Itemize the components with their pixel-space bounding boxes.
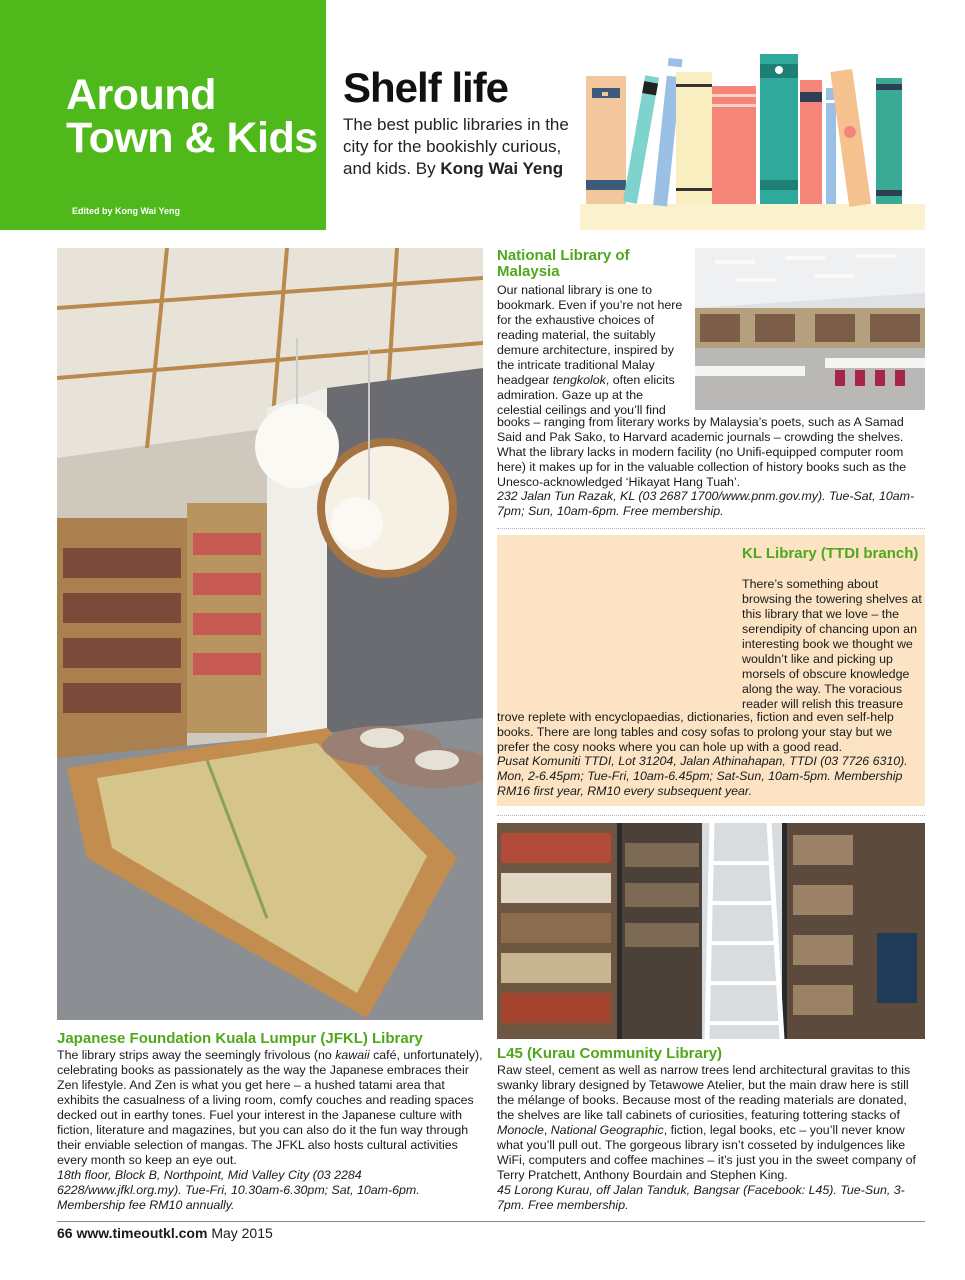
national-body-a-emphasis: tengkolok [552,373,606,387]
l45-info: 45 Lorong Kurau, off Jalan Tanduk, Bangsar (Facebook: L45). Tue-Sun, 3-7pm. Free membership. [497,1183,905,1212]
book-6 [734,86,756,204]
footer-rule [57,1221,925,1222]
page-number: 66 [57,1225,73,1241]
jfkl-body-emphasis: kawaii [335,1048,370,1062]
kl-library-heading: KL Library (TTDI branch) [742,545,919,562]
kl-library-body-continued: trove replete with encyclopaedias, dictionaries, fiction and even self-help books. There are long tables and cosy sofas to prolong your stay but we prefer the cosy nooks where you can hole up with a good read. [497,710,894,754]
national-library-body [497,283,685,418]
book-2 [623,75,659,203]
book-9 [826,88,836,204]
l45-body-pre: Raw steel, cement as well as narrow trees lend architectural gravitas to this swanky library designed by Tetawowe Atelier, but the main draw here is still the mélange of books. Because most of the reading materials are donated, the shelves are like tall cabinets of curiosities, featuring tottering stacks of [497,1063,911,1122]
l45-heading: L45 (Kurau Community Library) [497,1045,723,1062]
l45-photo [497,823,925,1039]
jfkl-info: 18th floor, Block B, Northpoint, Mid Valley City (03 2284 6228/www.jfkl.org.my). Tue-Fri, 10.30am-6.30pm; Sat, 10am-6pm. Membership fee RM10 annually. [57,1168,420,1212]
national-library-body-continued: books – ranging from literary works by Malaysia’s poets, such as A Samad Said and Pak Sako, to Harvard academic journals – crowding the shelves. What the library lacks in modern facility (no Unifi-equipped computer room here) it makes up for in the valuable collection of history books such as the Unesco-acknowledged ‘Hikayat Hang Tuah’. [497,415,907,489]
book-11 [876,78,902,204]
kl-library-body: There’s something about browsing the towering shelves at this library that we love – the serendipity of chancing upon an interesting book we thought we wouldn’t like and picking up morsels of obscure knowledge along the way. The voracious reader will relish this treasure [742,577,922,711]
jfkl-body-post: café, unfortunately), celebrating books as passionately as the way the Japanese embraces their Zen lifestyle. And Zen is what you get here – a hushed tatami area that exhibits the casualness of a living room, comfy couches and reading spaces decked out in earthy tones. Fuel your interest in the Japanese culture with fiction, literature and magazines, but you can also do it the fun way through their enviable selection of mangas. The JFKL also hosts cultural activities every month so keep an eye out. [57,1048,483,1167]
article-standfirst [343,114,573,180]
page-footer [57,1225,273,1241]
l45-body-emphasis-2: National Geographic [550,1123,664,1137]
section-divider [497,528,925,529]
kl-library-info: Pusat Komuniti TTDI, Lot 31204, Jalan Athinahapan, TTDI (03 7726 6310). Mon, 2-6.45pm; Tue-Fri, 10am-6.45pm; Sat-Sun, 10am-5pm. Membership RM16 first year, RM10 every subsequent year. [497,754,908,798]
shelf-base [580,204,925,230]
national-library-photo [695,248,925,410]
jfkl-heading: Japanese Foundation Kuala Lumpur (JFKL) Library [57,1030,423,1047]
section-divider [497,815,925,816]
jfkl-body-pre: The library strips away the seemingly frivolous (no [57,1048,336,1062]
bookshelf-illustration [580,48,925,230]
national-library-info: 232 Jalan Tun Razak, KL (03 2687 1700/www.pnm.gov.my). Tue-Sat, 10am-7pm; Sun, 10am-6pm. Free membership. [497,489,915,518]
byline: Kong Wai Yeng [440,159,564,178]
article-headline: Shelf life [343,64,509,111]
l45-body-post: , fiction, legal books, etc – you’ll never know what you’ll pull out. The gorgeous library isn’t cosseted by indulgences like WiFi, computers and coffee machines – it’s just you in the sweet company of Terry Pratchett, Anthony Bourdain and Stephen King. [497,1123,916,1182]
footer-url[interactable]: www.timeoutkl.com [76,1225,208,1241]
l45-body-emphasis-1: Monocle [497,1123,544,1137]
national-body-a-end: , often elicits admiration. Gaze up at the celestial ceilings and you’ll find [497,373,675,417]
national-body-a-text: Our national library is one to bookmark. Even if you’re not here for the exhaustive choices of reading material, the suitably demure architecture, inspired by the intricate traditional Malay headgear [497,283,683,387]
l45-body [497,1063,925,1213]
book-4 [676,72,712,204]
l45-body-mid: , [543,1123,551,1137]
jfkl-body [57,1048,487,1213]
jfkl-photo [57,248,483,1020]
national-library-heading: National Library of Malaysia [497,247,630,280]
book-10 [830,69,871,207]
book-5 [712,86,734,204]
footer-date: May 2015 [211,1225,273,1241]
section-editor: Edited by Kong Wai Yeng [72,206,181,216]
section-title: Around Town & Kids [66,71,318,162]
standfirst-text: The best public libraries in the city for the bookishly curious, and kids. By [343,115,569,178]
